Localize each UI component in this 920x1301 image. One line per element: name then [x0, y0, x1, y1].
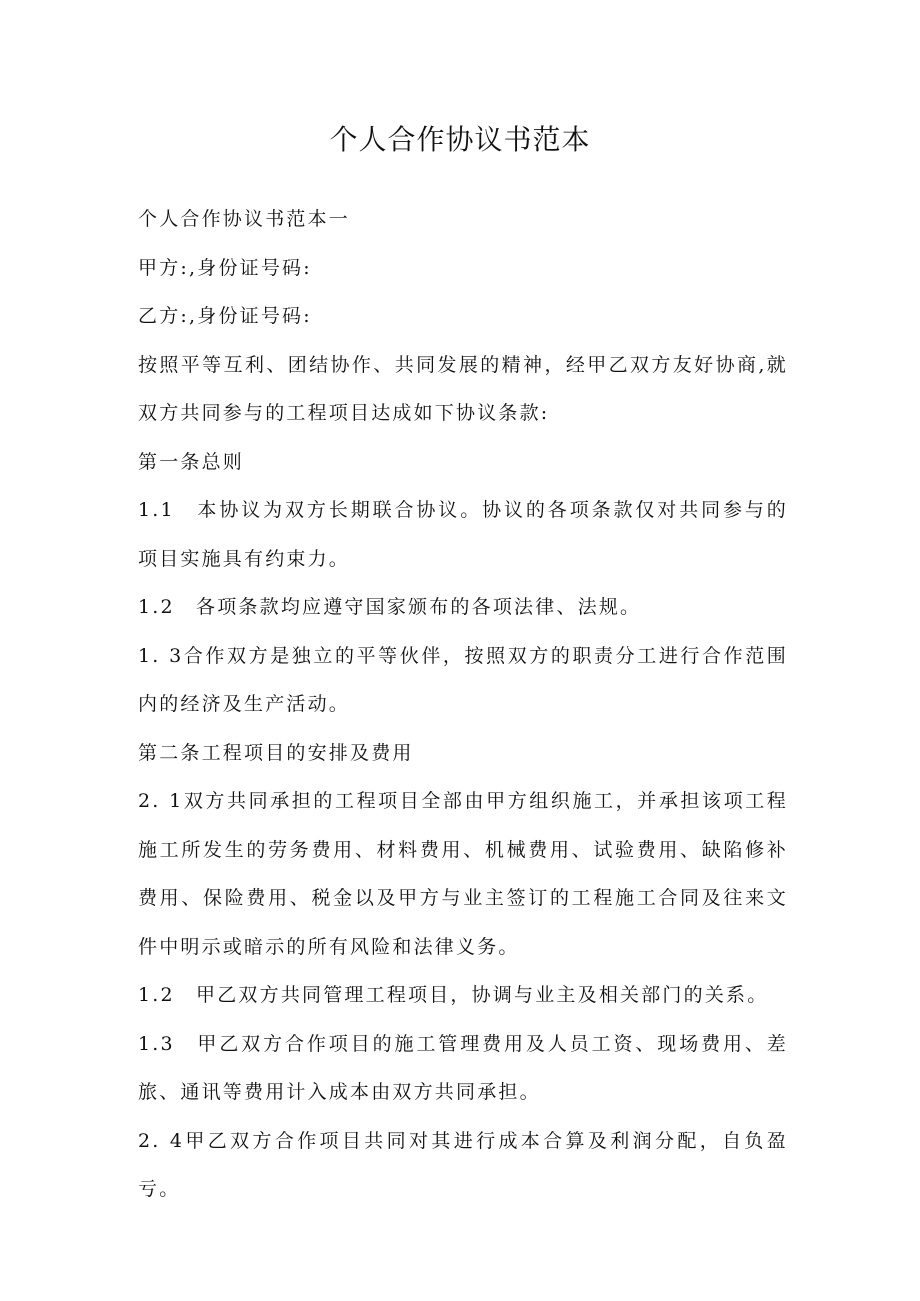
- clause-paragraph: 1.2 各项条款均应遵守国家颁布的各项法律、法规。: [138, 596, 642, 618]
- article-heading: 第二条工程项目的安排及费用: [138, 741, 414, 764]
- clause-paragraph: 2. 1双方共同承担的工程项目全部由甲方组织施工，并承担该项工程施工所发生的劳务费用、材料费用、机械费用、试验费用、缺陷修补费用、保险费用、税金以及甲方与业主签订的工程施工合同及往来文件中明示或暗示的所有风险和法律义务。: [138, 790, 788, 958]
- clause-paragraph: 1.2 甲乙双方共同管理工程项目，协调与业主及相关部门的关系。: [138, 984, 769, 1006]
- clause-paragraph: 1.3 甲乙双方合作项目的施工管理费用及人员工资、现场费用、差旅、通讯等费用计入成本由双方共同承担。: [138, 1032, 788, 1103]
- party-b-line: 乙方:,身份证号码:: [138, 305, 312, 327]
- section-heading: 个人合作协议书范本一: [138, 208, 351, 230]
- party-a-line: 甲方:,身份证号码:: [138, 256, 312, 279]
- clause-paragraph: 1.1 本协议为双方长期联合协议。协议的各项条款仅对共同参与的项目实施具有约束力。: [138, 499, 788, 570]
- document-title: 个人合作协议书范本: [329, 123, 591, 156]
- document-body: [138, 195, 788, 1214]
- clause-paragraph: 1. 3合作双方是独立的平等伙伴，按照双方的职责分工进行合作范围内的经济及生产活动。: [138, 644, 788, 715]
- preamble-paragraph: 按照平等互利、团结协作、共同发展的精神，经甲乙双方友好协商,就双方共同参与的工程项目达成如下协议条款:: [138, 353, 788, 424]
- clause-paragraph: 2. 4甲乙双方合作项目共同对其进行成本合算及利润分配，自负盈亏。: [138, 1129, 788, 1200]
- article-heading: 第一条总则: [138, 450, 245, 473]
